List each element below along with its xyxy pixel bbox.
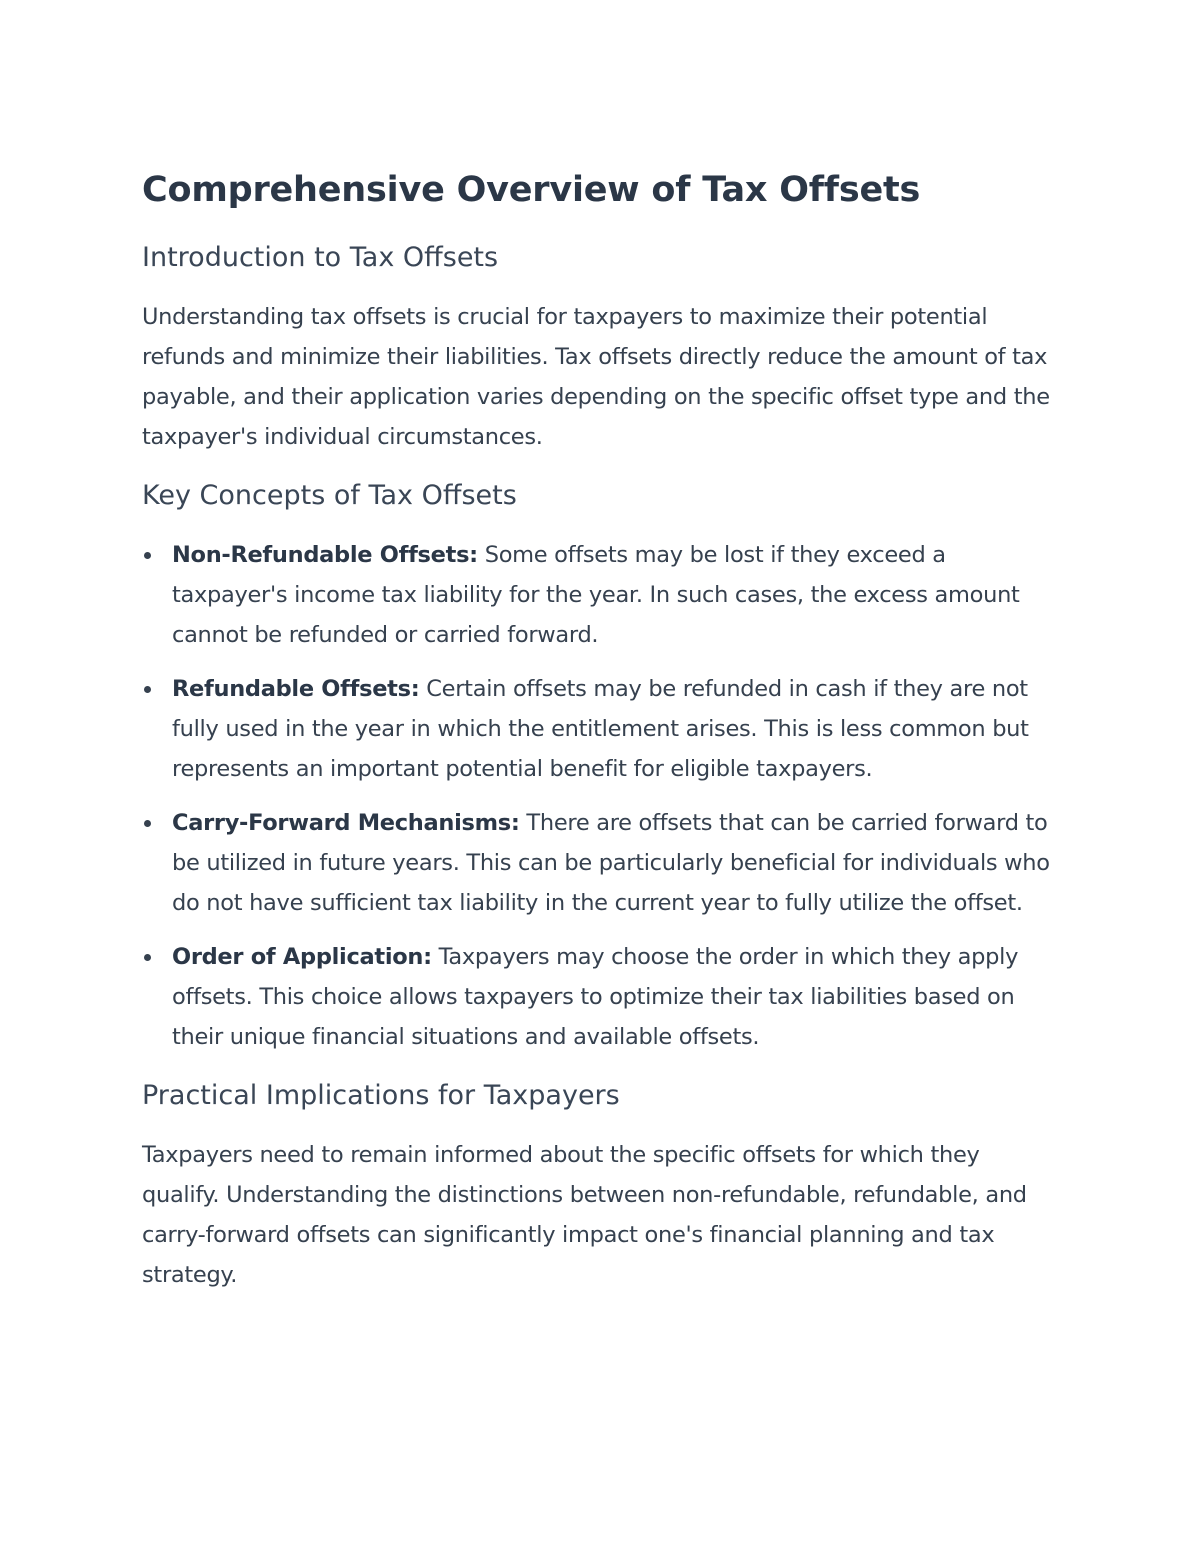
- list-item-term: Carry-Forward Mechanisms:: [172, 810, 520, 836]
- section-heading-key-concepts: Key Concepts of Tax Offsets: [142, 480, 517, 511]
- section-heading-practical-implications: Practical Implications for Taxpayers: [142, 1080, 620, 1111]
- bullet-icon: [144, 552, 151, 559]
- key-concepts-list: [142, 535, 1058, 1057]
- list-item: [142, 937, 1058, 1057]
- introduction-paragraph: Understanding tax offsets is crucial for taxpayers to maximize their potential refunds and minimize their liabilities. Tax offsets directly reduce the amount of tax payable, and their application varies depending on the specific offset type and the taxpayer's individual circumstances.: [142, 304, 1050, 450]
- bullet-icon: [144, 820, 151, 827]
- list-item: [142, 803, 1058, 923]
- list-item: [142, 669, 1058, 789]
- list-item: [142, 535, 1058, 655]
- list-item-term: Order of Application:: [172, 944, 432, 970]
- list-item-text: Some offsets may be lost if they exceed a taxpayer's income tax liability for the year. In such cases, the excess amount cannot be refunded or carried forward.: [172, 542, 1020, 648]
- section-heading-introduction: Introduction to Tax Offsets: [142, 242, 499, 273]
- document-title: Comprehensive Overview of Tax Offsets: [142, 170, 921, 210]
- list-item-term: Refundable Offsets:: [172, 676, 420, 702]
- list-item-text: There are offsets that can be carried forward to be utilized in future years. This can be particularly beneficial for individuals who do not have sufficient tax liability in the current year to fully utilize the offset.: [172, 810, 1050, 916]
- list-item-text: Certain offsets may be refunded in cash if they are not fully used in the year in which the entitlement arises. This is less common but represents an important potential benefit for eligible taxpayers.: [172, 676, 1029, 782]
- list-item-text: Taxpayers may choose the order in which they apply offsets. This choice allows taxpayers to optimize their tax liabilities based on their unique financial situations and available offsets.: [172, 944, 1019, 1050]
- practical-implications-paragraph: Taxpayers need to remain informed about the specific offsets for which they qualify. Understanding the distinctions between non-refundable, refundable, and carry-forward offsets can significantly impact one's financial planning and tax strategy.: [142, 1142, 1027, 1288]
- list-item-term: Non-Refundable Offsets:: [172, 542, 478, 568]
- bullet-icon: [144, 686, 151, 693]
- bullet-icon: [144, 954, 151, 961]
